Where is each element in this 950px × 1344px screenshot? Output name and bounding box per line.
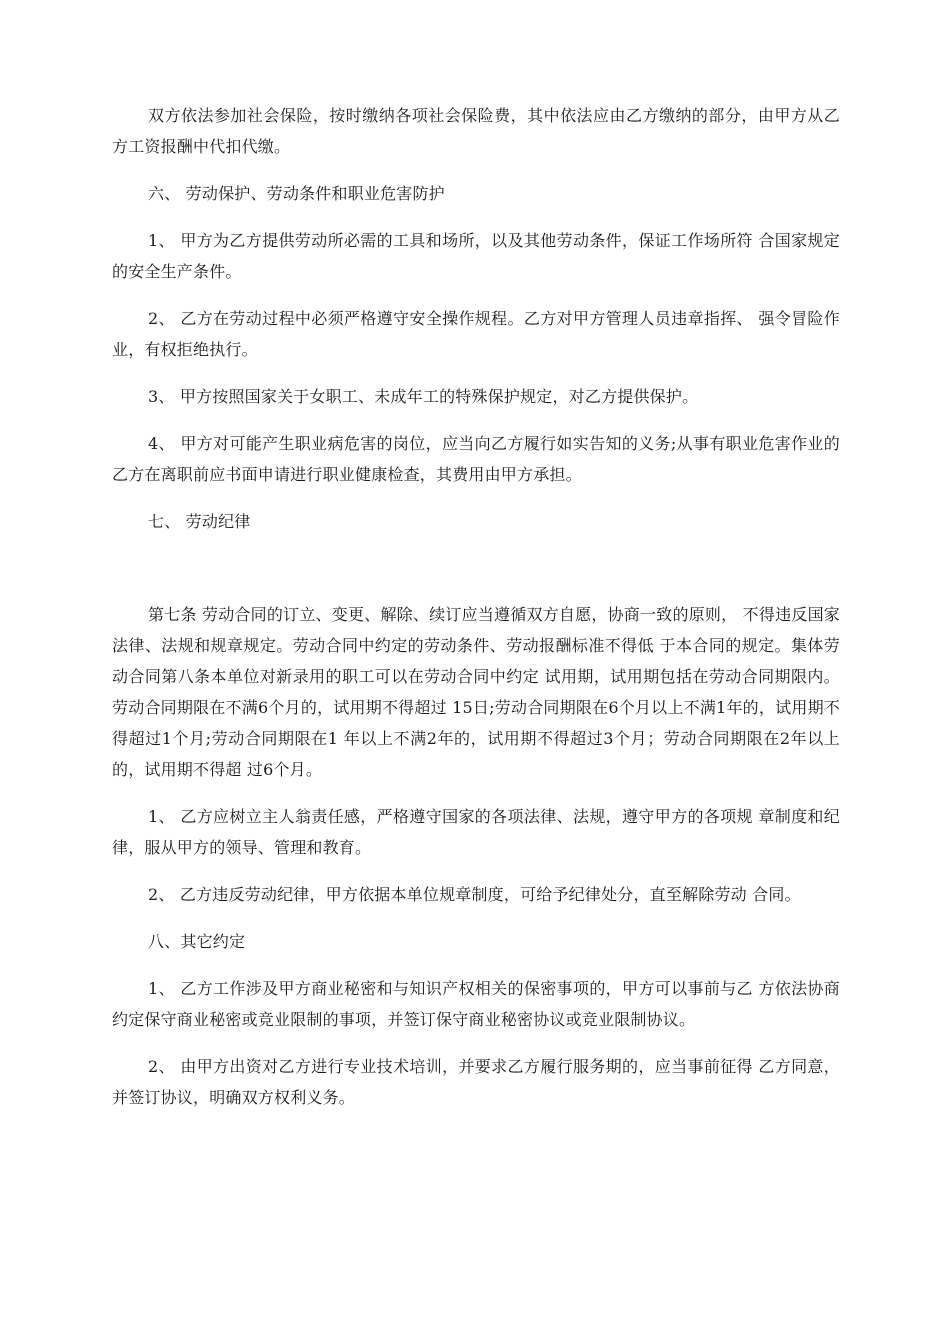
- paragraph-6-3: 3、 甲方按照国家关于女职工、未成年工的特殊保护规定，对乙方提供保护。: [148, 387, 699, 406]
- section-heading-6: 六、 劳动保护、劳动条件和职业危害防护: [148, 184, 445, 203]
- paragraph-7-2: 2、 乙方违反劳动纪律，甲方依据本单位规章制度，可给予纪律处分，直至解除劳动 合同。: [148, 885, 801, 904]
- paragraph-7-1: 1、 乙方应树立主人翁责任感，严格遵守国家的各项法律、法规，遵守甲方的各项规 章制度和纪律，服从甲方的领导、管理和教育。: [112, 807, 840, 857]
- paragraph-8-1: 1、 乙方工作涉及甲方商业秘密和与知识产权相关的保密事项的，甲方可以事前与乙 方依法协商约定保守商业秘密或竞业限制的事项，并签订保守商业秘密协议或竞业限制协议。: [112, 979, 840, 1029]
- paragraph-8-2: 2、 由甲方出资对乙方进行专业技术培训，并要求乙方履行服务期的，应当事前征得 乙方同意，并签订协议，明确双方权利义务。: [112, 1057, 840, 1107]
- paragraph-6-2: 2、 乙方在劳动过程中必须严格遵守安全操作规程。乙方对甲方管理人员违章指挥、 强令冒险作业，有权拒绝执行。: [112, 309, 840, 359]
- section-spacer: [112, 553, 840, 599]
- section-heading-7: 七、 劳动纪律: [148, 512, 251, 531]
- paragraph-article-7: 第七条 劳动合同的订立、变更、解除、续订应当遵循双方自愿，协商一致的原则， 不得违反国家法律、法规和规章规定。劳动合同中约定的劳动条件、劳动报酬标准不得低 于本合同的规定。集体劳动合同第八条本单位对新录用的职工可以在劳动合同中约定 试用期，试用期包括在劳动合同期限内。劳动合同期限在不满6个月的，试用期不得超过 15日;劳动合同期限在6个月以上不满1年的，试用期不得超过1个月;劳动合同期限在1 年以上不满2年的，试用期不得超过3个月；劳动合同期限在2年以上的，试用期不得超 过6个月。: [112, 605, 840, 779]
- paragraph-6-1: 1、 甲方为乙方提供劳动所必需的工具和场所，以及其他劳动条件，保证工作场所符 合国家规定的安全生产条件。: [112, 231, 840, 281]
- paragraph-social-insurance: 双方依法参加社会保险，按时缴纳各项社会保险费，其中依法应由乙方缴纳的部分，由甲方从乙方工资报酬中代扣代缴。: [112, 106, 840, 156]
- paragraph-6-4: 4、 甲方对可能产生职业病危害的岗位，应当向乙方履行如实告知的义务;从事有职业危害作业的乙方在离职前应书面申请进行职业健康检查，其费用由甲方承担。: [112, 434, 840, 484]
- document-body: [112, 100, 840, 1129]
- section-heading-8: 八、其它约定: [148, 932, 246, 951]
